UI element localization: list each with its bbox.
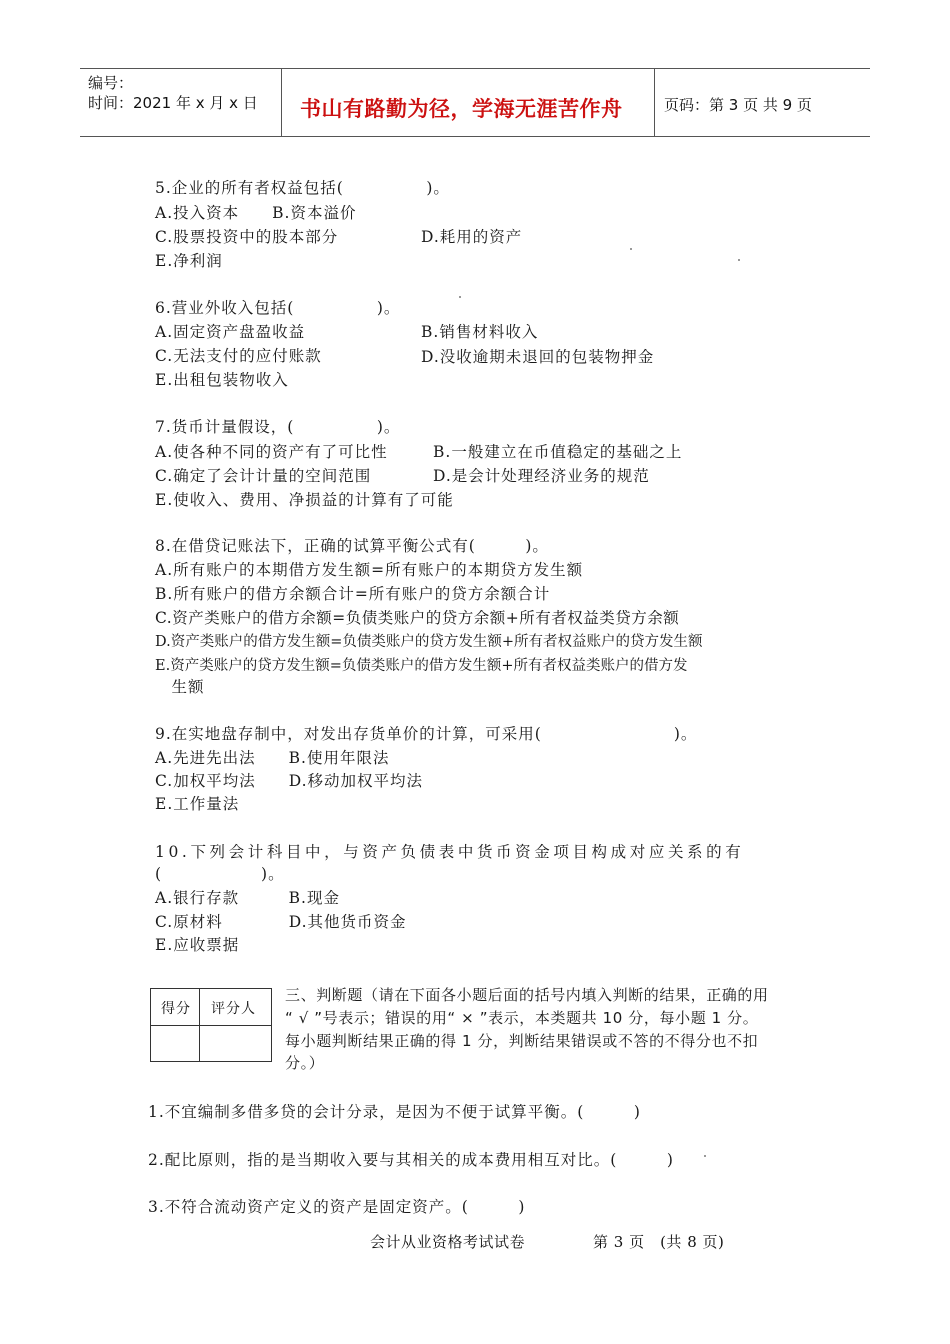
scan-speck — [738, 259, 740, 261]
question-stem: 10.下列会计科目中，与资产负债表中货币资金项目构成对应关系的有 — [155, 843, 745, 861]
section-instruction-line: 每小题判断结果正确的得 1 分，判断结果错误或不答的不得分也不扣 — [285, 1032, 759, 1050]
section-instruction-line: “ √ ”号表示；错误的用“ × ”表示，本类题共 10 分，每小题 1 分。 — [285, 1009, 759, 1027]
score-table-divider — [151, 1025, 271, 1026]
header-divider-right — [654, 68, 655, 136]
footer-exam-title: 会计从业资格考试试卷 — [370, 1233, 526, 1251]
question-option: D.没收逾期未退回的包装物押金 — [421, 348, 655, 366]
question-option: E.净利润 — [155, 252, 223, 270]
score-table — [150, 988, 272, 1062]
scan-speck — [630, 248, 632, 250]
question-option: E.资产类账户的贷方发生额=负债类账户的借方发生额+所有者权益类账户的借方发 — [155, 658, 688, 674]
question-option: A.银行存款 B.现金 — [155, 889, 340, 907]
question-option: B.所有账户的借方余额合计=所有账户的贷方余额合计 — [155, 585, 551, 603]
header-divider-left — [281, 68, 282, 136]
score-table-score-header: 得分 — [161, 1001, 191, 1017]
header-page-label: 页码：第 3 页 共 9 页 — [664, 96, 812, 114]
score-table-grader-header: 评分人 — [211, 1001, 256, 1017]
question-option: E.出租包装物收入 — [155, 371, 289, 389]
section-instruction-line: 三、判断题（请在下面各小题后面的括号内填入判断的结果，正确的用 — [285, 986, 769, 1004]
question-option: A.使各种不同的资产有了可比性 — [155, 443, 388, 461]
question-option: C.加权平均法 D.移动加权平均法 — [155, 772, 424, 790]
question-option: A.固定资产盘盈收益 — [155, 323, 306, 341]
question-option: D.耗用的资产 — [421, 228, 523, 246]
scan-speck — [459, 296, 461, 298]
header-time-label: 时间：2021 年 x 月 x 日 — [88, 94, 258, 112]
footer-page-number: 第 3 页 (共 8 页) — [593, 1233, 725, 1251]
header-bottom-rule — [80, 136, 870, 137]
question-option: D.是会计处理经济业务的规范 — [433, 467, 650, 485]
question-option: A.所有账户的本期借方发生额=所有账户的本期贷方发生额 — [155, 561, 584, 579]
question-option: E.工作量法 — [155, 795, 240, 813]
question-stem: 8.在借贷记账法下，正确的试算平衡公式有( )。 — [155, 537, 549, 555]
header-top-rule — [80, 68, 870, 69]
question-stem: 9.在实地盘存制中，对发出存货单价的计算，可采用( )。 — [155, 725, 698, 743]
question-option: D.资产类账户的借方发生额=负债类账户的贷方发生额+所有者权益账户的贷方发生额 — [155, 634, 703, 650]
question-stem: 7.货币计量假设，( )。 — [155, 418, 401, 436]
scan-speck — [704, 1155, 706, 1157]
question-option: C.确定了会计计量的空间范围 — [155, 467, 372, 485]
question-option: 生额 — [155, 678, 205, 696]
question-option: B.销售材料收入 — [421, 323, 539, 341]
question-option: C.股票投资中的股本部分 — [155, 228, 339, 246]
question-option: A.先进先出法 B.使用年限法 — [155, 749, 390, 767]
question-option: E.应收票据 — [155, 936, 240, 954]
question-option: C.原材料 D.其他货币资金 — [155, 913, 407, 931]
judgment-question-3: 3.不符合流动资产定义的资产是固定资产。( ) — [148, 1198, 526, 1216]
question-option: E.使收入、费用、净损益的计算有了可能 — [155, 491, 454, 509]
header-number-label: 编号： — [88, 74, 134, 92]
question-option: C.无法支付的应付账款 — [155, 347, 322, 365]
question-option: C.资产类账户的借方余额=负债类账户的贷方余额+所有者权益类贷方余额 — [155, 609, 680, 627]
question-stem: 5.企业的所有者权益包括( )。 — [155, 179, 450, 197]
question-option: A.投入资本 B.资本溢价 — [155, 204, 357, 222]
header-motto: 书山有路勤为径，学海无涯苦作舟 — [300, 97, 623, 121]
question-stem-continued: ( )。 — [155, 865, 285, 883]
judgment-question-2: 2.配比原则，指的是当期收入要与其相关的成本费用相互对比。( ) — [148, 1151, 674, 1169]
question-stem: 6.营业外收入包括( )。 — [155, 299, 401, 317]
section-instruction-line: 分。） — [285, 1054, 325, 1072]
judgment-question-1: 1.不宜编制多借多贷的会计分录，是因为不便于试算平衡。( ) — [148, 1103, 641, 1121]
question-option: B.一般建立在币值稳定的基础之上 — [433, 443, 683, 461]
